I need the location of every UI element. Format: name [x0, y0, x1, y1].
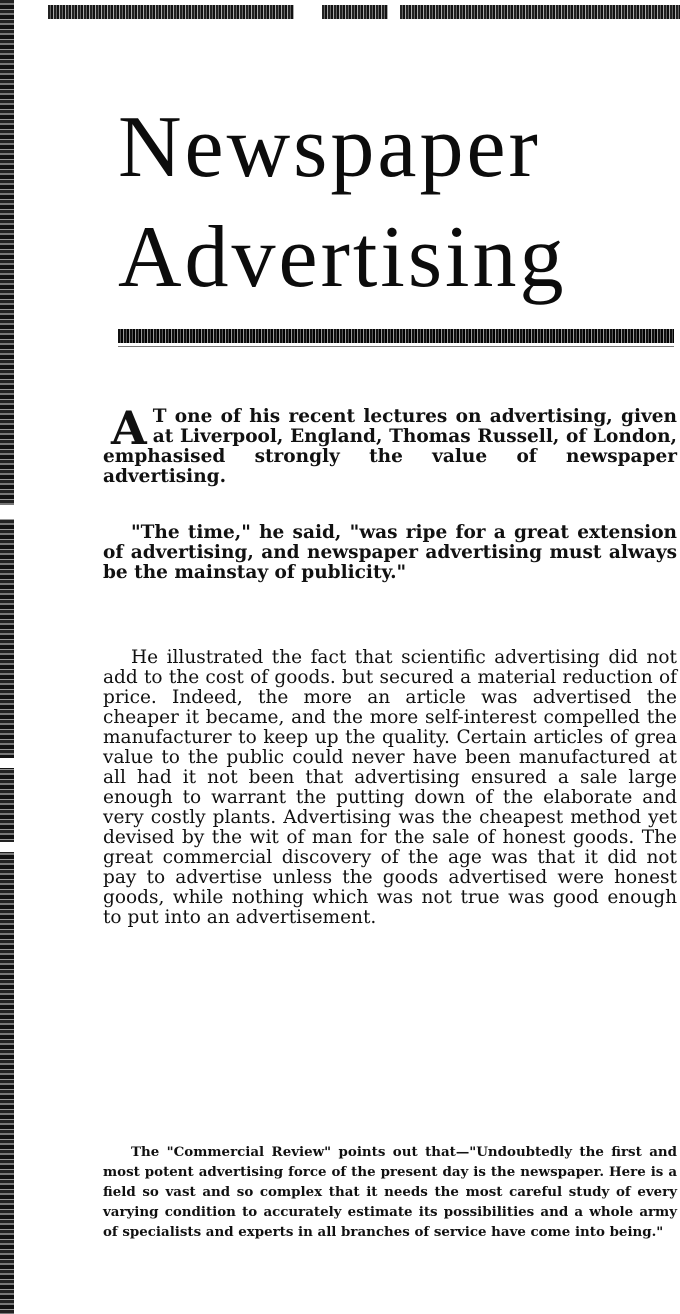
- paragraph-intro-text: T one of his recent lectures on advertising, given at Liverpool, England, Thomas Russell, of London, emphasised strongly the value of newspaper advertising.: [103, 406, 677, 487]
- headline-line-1: Newspaper: [118, 99, 541, 196]
- paragraph-intro: [103, 401, 677, 487]
- paragraph-quote: "The time," he said, "was ripe for a great extension of advertising, and newspaper advertising must always be the mainstay of publicity.": [103, 522, 677, 583]
- headline-rule-underline: [118, 346, 674, 347]
- masthead-bar-middle: [322, 5, 388, 19]
- headline-line-2: Advertising: [118, 209, 567, 306]
- page-edge-gap: [0, 505, 14, 519]
- masthead-bar-left: [48, 5, 294, 19]
- drop-cap: A: [111, 401, 147, 455]
- headline-rule: [118, 329, 674, 343]
- paragraph-review: The "Commercial Review" points out that—"Undoubtedly the first and most potent advertising force of the present day is the newspaper. Here is a field so vast and so complex that it needs the most careful study of every varying condition to accurately estimate its possibilities and a whole army of specialists and experts in all branches of service have come into being.": [103, 1144, 677, 1240]
- masthead-bar-right: [400, 5, 680, 19]
- page-edge-gap: [0, 842, 14, 852]
- page-edge-scan: [0, 0, 14, 1314]
- paragraph-main: He illustrated the fact that scientific advertising did not add to the cost of goods. but secured a material reduction of price. Indeed, the more an article was advertised the cheaper it became, and the more self-interest compelled the manufacturer to keep up the quality. Certain articles of grea value to the public could never have been manufactured at all had it not been that advertising ensured a sale large enough to warrant the putting down of the elaborate and very costly plants. Advertising was the cheapest method yet devised by the wit of man for the sale of honest goods. The great commercial discovery of the age was that it did not pay to advertise unless the goods advertised were honest goods, while nothing which was not true was good enough to put into an advertisement.: [103, 647, 677, 928]
- page-edge-gap: [0, 758, 14, 768]
